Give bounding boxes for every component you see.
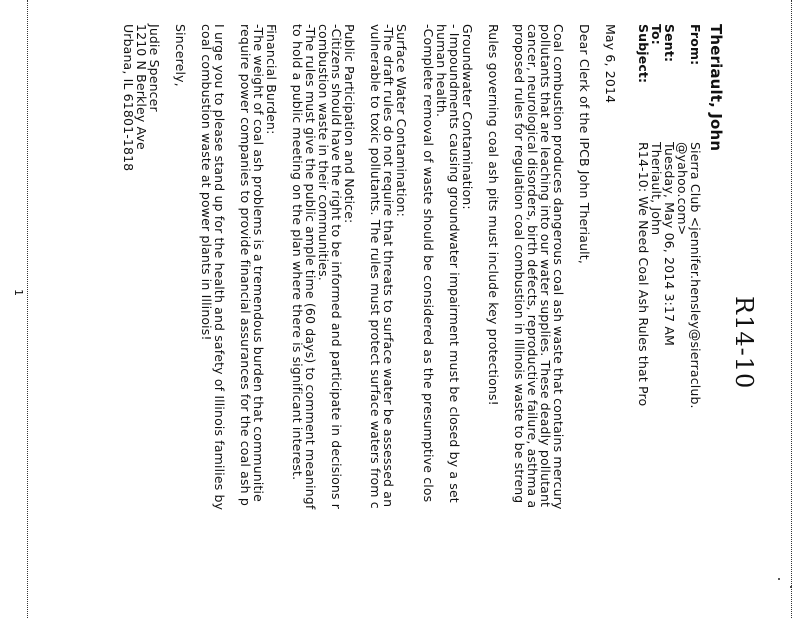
- rules-statement: Rules governing coal ash pits must include key protections!: [486, 24, 501, 406]
- salutation: Dear Clerk of the IPCB John Theriault,: [577, 24, 592, 264]
- from-value: Sierra Club <jennifer.hensley@sierraclub.: [688, 142, 703, 409]
- from-label: From:: [688, 24, 703, 66]
- section-line: combustion waste in their communities.: [316, 24, 331, 281]
- urge-line: I urge you to please stand up for the health and safety of Illinois families by: [212, 24, 227, 511]
- intro-line: Coal combustion produces dangerous coal ash waste that contains mercury: [551, 24, 566, 510]
- section-line: -Complete removal of waste should be considered as the presumptive clos: [421, 24, 436, 503]
- sent-label: Sent:: [662, 24, 677, 63]
- section-line: require power companies to provide financial assurances for the coal ash p: [238, 24, 253, 506]
- to-value: Theriault, John: [649, 142, 664, 236]
- scan-edge-bottom: [27, 0, 28, 618]
- from-value-continued: @yahoo.com>: [675, 142, 690, 236]
- letter-date: May 6, 2014: [603, 24, 618, 104]
- section-line: -The rules must give the public ample time (60 days) to comment meaningf: [303, 24, 318, 510]
- page-number: 1: [12, 289, 25, 297]
- section-line: vulnerable to toxic pollutants. The rules must protect surface waters from c: [368, 24, 383, 509]
- urge-paragraph: [200, 24, 226, 510]
- intro-paragraph: [513, 24, 565, 510]
- section-line: to hold a public meeting on the plan where there is significant interest.: [290, 24, 305, 481]
- section-line: -The draft rules do not require that threats to surface water be assessed an: [381, 24, 396, 508]
- section-line: human health.: [434, 24, 449, 118]
- subject-label: Subject:: [636, 24, 651, 84]
- signer-city: Urbana, IL 61801-1818: [121, 24, 136, 172]
- section-heading: Public Participation and Notice:: [342, 24, 357, 224]
- subject-value: R14-10: We Need Coal Ash Rules that Pro: [636, 142, 651, 407]
- intro-line: pollutants that are leaching into our water supplies. These deadly pollutant: [538, 24, 553, 508]
- section-line: - Impoundments causing groundwater impairment must be closed by a set: [447, 24, 462, 503]
- financial-burden-section: [239, 24, 278, 506]
- signer-street: 1210 N Berkley Ave: [134, 24, 149, 150]
- section-heading: Financial Burden:: [264, 24, 279, 135]
- section-line: -The weight of coal ash problems is a tremendous burden that communitie: [251, 24, 266, 503]
- scan-speck: [790, 586, 792, 588]
- intro-line: cancer, neurological disorders, birth defects, reproductive failure, asthma a: [525, 24, 540, 509]
- section-heading: Surface Water Contamination:: [394, 24, 409, 217]
- groundwater-section: [422, 24, 474, 503]
- signer-name: Judie Spencer: [147, 24, 162, 112]
- closing: Sincerely,: [173, 24, 188, 87]
- to-label: To:: [649, 24, 664, 45]
- signature-block: [122, 24, 161, 171]
- scan-speck: [778, 578, 780, 580]
- section-line: -Citizens should have the right to be informed and participate in decisions r: [329, 24, 344, 510]
- urge-line: coal combustion waste at power plants in Illinois!: [199, 24, 214, 341]
- public-participation-section: [291, 24, 356, 509]
- surface-water-section: [369, 24, 408, 509]
- intro-line: proposed rules for regulation coal combustion in Illinois waste to be streng: [512, 24, 527, 504]
- sender-heading: Theriault, John: [707, 24, 725, 152]
- sent-value: Tuesday, May 06, 2014 3:17 AM: [662, 142, 677, 346]
- scan-edge-top: [791, 0, 792, 618]
- docket-reference: R14-10: [730, 296, 758, 390]
- section-heading: Groundwater Contamination:: [460, 24, 475, 210]
